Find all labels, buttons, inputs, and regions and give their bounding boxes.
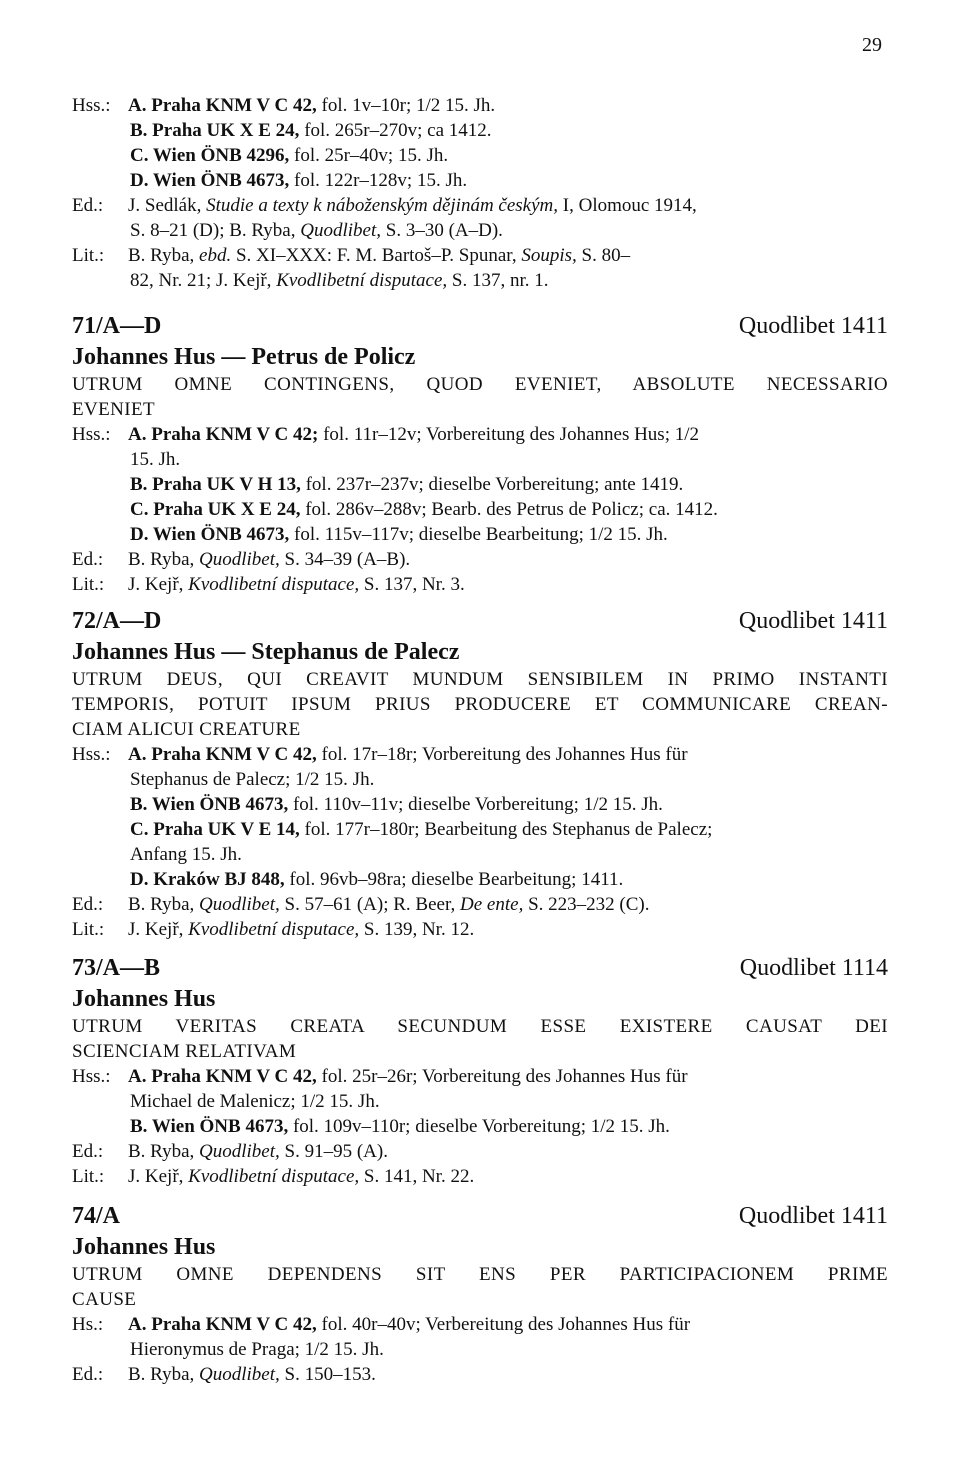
entry-title-line: UTRUM OMNE CONTINGENS, QUOD EVENIET, ABSOLUTE NECESSARIO [72,374,888,395]
manuscript-signature: A. Praha KNM V C 42, [128,1314,317,1335]
edition-author: B. Ryba, [128,1141,195,1162]
edition-title: Quodlibet, [199,1141,280,1162]
edition-details: S. 8–21 (D); B. Ryba, [130,220,296,241]
manuscript-details: fol. 237r–237v; dieselbe Vorbereitung; ante 1419. [305,474,684,495]
entry-74 [72,1200,888,1387]
intro-block [72,93,888,293]
hss-label: Hss.: [72,744,111,765]
hss-label: Hs.: [72,1314,104,1335]
entry-kind: Quodlibet 1411 [738,1203,888,1229]
literature-title: Kvodlibetní disputace, [188,1166,360,1187]
ed-label: Ed.: [72,549,104,570]
ed-label: Ed.: [72,1364,104,1385]
manuscript-signature: C. Praha UK V E 14, [130,819,300,840]
entry-kind: Quodlibet 1114 [739,955,888,981]
manuscript-details: fol. 110v–11v; dieselbe Vorbereitung; 1/2 15. Jh. [292,794,663,815]
literature-details: S. 137, Nr. 3. [363,574,465,595]
edition-details: S. 57–61 (A); R. Beer, [284,894,456,915]
entry-id: 74/A [72,1203,120,1229]
entry-title-line: UTRUM VERITAS CREATA SECUNDUM ESSE EXISTERE CAUSAT DEI [72,1016,888,1037]
intro-ed-line [72,193,888,218]
literature-details: S. XI–XXX: F. M. Bartoš–P. Spunar, [235,245,517,266]
entry-title-line: EVENIET [72,399,155,420]
manuscript-details: fol. 177r–180r; Bearbeitung des Stephanus de Palecz; [304,819,713,840]
entry-title-line: UTRUM OMNE DEPENDENS SIT ENS PER PARTICIPACIONEM PRIME [72,1264,888,1285]
literature-details: S. 139, Nr. 12. [363,919,475,940]
manuscript-signature: D. Wien ÖNB 4673, [130,170,290,191]
hss-line [72,422,888,447]
entry-title-line: CAUSE [72,1289,137,1310]
lit-line [72,1164,888,1189]
ed-label: Ed.: [72,1141,104,1162]
lit-line [72,572,888,597]
edition-title: Quodlibet, [199,1364,280,1385]
literature-author: B. Ryba, [128,245,195,266]
lit-label: Lit.: [72,1166,105,1187]
literature-author: J. Kejř, [128,919,184,940]
manuscript-details: fol. 25r–26r; Vorbereitung des Johannes Hus für [321,1066,688,1087]
entry-header [72,310,888,342]
intro-hss-line [72,118,888,143]
ed-label: Ed.: [72,894,104,915]
literature-author: J. Kejř, [128,1166,184,1187]
entry-kind: Quodlibet 1411 [738,608,888,634]
edition-title: Quodlibet, [300,220,381,241]
hss-line [72,742,888,767]
manuscript-signature: B. Wien ÖNB 4673, [130,794,289,815]
edition-title: Quodlibet, [199,894,280,915]
hss-line: Michael de Malenicz; 1/2 15. Jh. [130,1091,380,1112]
lit-label: Lit.: [72,245,105,266]
hss-line [72,1312,888,1337]
manuscript-details: fol. 40r–40v; Verbereitung des Johannes Hus für [321,1314,691,1335]
manuscript-details: fol. 25r–40v; 15. Jh. [294,145,449,166]
literature-details: S. 141, Nr. 22. [363,1166,475,1187]
manuscript-details: fol. 286v–288v; Bearb. des Petrus de Policz; ca. 1412. [305,499,718,520]
manuscript-details: fol. 115v–117v; dieselbe Bearbeitung; 1/2 15. Jh. [294,524,668,545]
hss-line [72,522,888,547]
literature-title: Kvodlibetní disputace, [188,919,360,940]
hss-line: Hieronymus de Praga; 1/2 15. Jh. [130,1339,384,1360]
intro-hss-line [72,168,888,193]
ed-line [72,892,888,917]
entry-title-line: TEMPORIS, POTUIT IPSUM PRIUS PRODUCERE ET COMMUNICARE CREAN- [72,694,888,715]
hss-line [72,867,888,892]
edition-title: Quodlibet, [199,549,280,570]
hss-line [72,792,888,817]
edition-author: B. Ryba, [128,1364,195,1385]
manuscript-signature: A. Praha KNM V C 42, [128,1066,317,1087]
manuscript-signature: C. Praha UK X E 24, [130,499,301,520]
hss-label: Hss.: [72,424,111,445]
manuscript-signature: C. Wien ÖNB 4296, [130,145,290,166]
literature-details: S. 137, nr. 1. [451,270,549,291]
manuscript-details: fol. 11r–12v; Vorbereitung des Johannes Hus; 1/2 [323,424,700,445]
manuscript-details: fol. 1v–10r; 1/2 15. Jh. [321,95,496,116]
hss-label: Hss.: [72,95,111,116]
edition-details: S. 3–30 (A–D). [385,220,503,241]
entry-header [72,605,888,637]
entry-id: 72/A—D [72,608,162,634]
lit-label: Lit.: [72,919,105,940]
hss-line [72,497,888,522]
intro-lit-line [72,243,888,268]
entry-header [72,1200,888,1232]
ed-label: Ed.: [72,195,104,216]
manuscript-signature: A. Praha KNM V C 42, [128,744,317,765]
hss-label: Hss.: [72,1066,111,1087]
edition-author: B. Ryba, [128,549,195,570]
edition-title: Studie a texty k náboženským dějinám českým, [206,195,559,216]
manuscript-details: fol. 265r–270v; ca 1412. [304,120,492,141]
entry-id: 73/A—B [72,955,161,981]
ed-line [72,547,888,572]
intro-ed-line [72,218,888,243]
entry-header [72,952,888,984]
literature-title: ebd. [199,245,232,266]
hss-line: Anfang 15. Jh. [130,844,242,865]
entry-title-line: SCIENCIAM RELATIVAM [72,1041,297,1062]
manuscript-details: fol. 109v–110r; dieselbe Vorbereitung; 1/2 15. Jh. [292,1116,670,1137]
edition-details: S. 34–39 (A–B). [284,549,411,570]
manuscript-details: fol. 96vb–98ra; dieselbe Bearbeitung; 1411. [289,869,624,890]
manuscript-signature: D. Wien ÖNB 4673, [130,524,290,545]
literature-details: 82, Nr. 21; J. Kejř, [130,270,272,291]
edition-author: J. Sedlák, [128,195,202,216]
edition-author: B. Ryba, [128,894,195,915]
manuscript-details: fol. 17r–18r; Vorbereitung des Johannes Hus für [321,744,688,765]
manuscript-signature: B. Praha UK V H 13, [130,474,301,495]
entry-kind: Quodlibet 1411 [738,313,888,339]
literature-title: Kvodlibetní disputace, [276,270,448,291]
ed-line [72,1139,888,1164]
manuscript-signature: D. Kraków BJ 848, [130,869,285,890]
entry-71 [72,310,888,597]
hss-line: Stephanus de Palecz; 1/2 15. Jh. [130,769,375,790]
entry-title-line: CIAM ALICUI CREATURE [72,719,301,740]
manuscript-signature: A. Praha KNM V C 42, [128,95,317,116]
page-number: 29 [862,34,882,56]
entry-author: Johannes Hus [72,986,216,1012]
entry-id: 71/A—D [72,313,162,339]
hss-line: 15. Jh. [130,449,181,470]
edition-details: S. 150–153. [284,1364,376,1385]
hss-line [72,472,888,497]
edition-details: S. 223–232 (C). [528,894,650,915]
edition-details: I, Olomouc 1914, [562,195,697,216]
entry-73 [72,952,888,1189]
hss-line [72,1114,888,1139]
hss-line [72,817,888,842]
entry-author: Johannes Hus — Petrus de Policz [72,344,416,370]
manuscript-signature: A. Praha KNM V C 42; [128,424,319,445]
intro-lit-line [72,268,888,293]
lit-line [72,917,888,942]
manuscript-signature: B. Wien ÖNB 4673, [130,1116,289,1137]
lit-label: Lit.: [72,574,105,595]
entry-72 [72,605,888,942]
intro-hss-line [72,93,888,118]
intro-hss-line [72,143,888,168]
hss-line [72,1064,888,1089]
entry-title-line: UTRUM DEUS, QUI CREAVIT MUNDUM SENSIBILEM IN PRIMO INSTANTI [72,669,888,690]
literature-title: Soupis, [521,245,577,266]
literature-details: S. 80– [581,245,631,266]
edition-title: De ente, [460,894,524,915]
edition-details: S. 91–95 (A). [284,1141,388,1162]
entry-author: Johannes Hus — Stephanus de Palecz [72,639,460,665]
manuscript-signature: B. Praha UK X E 24, [130,120,300,141]
literature-author: J. Kejř, [128,574,184,595]
ed-line [72,1362,888,1387]
literature-title: Kvodlibetní disputace, [188,574,360,595]
entry-author: Johannes Hus [72,1234,216,1260]
manuscript-details: fol. 122r–128v; 15. Jh. [294,170,468,191]
